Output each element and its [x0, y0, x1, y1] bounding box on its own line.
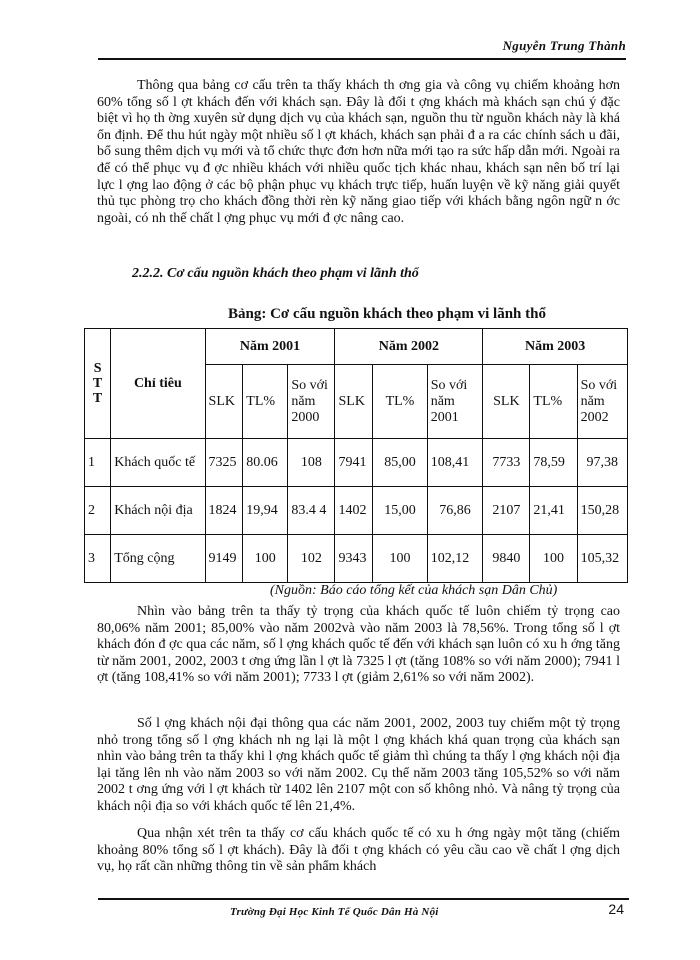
cell-stt: 1: [85, 439, 111, 487]
cell-value: 105,32: [577, 535, 627, 583]
cell-value: 80.06: [243, 439, 288, 487]
cell-value: 102,12: [427, 535, 483, 583]
paragraph-1-text: Thông qua bảng cơ cấu trên ta thấy khách th ơng gia và công vụ chiếm khoảng hơn 60% tổng số l ợt khách đến với khách sạn. Đây là đối t ợng khách mà khách sạn chú ý đặc biệt vì họ th ờng xuyên sử dụng dịch vụ của khách sạn, nguồn thu từ nguồn khách này là khá ổn định. Để thu hút ngày một nhiều số l ợt khách, khách sạn phải đ a ra các chính sách u đãi, bổ sung thêm dịch vụ mới và tổ chức thực đơn hơn nữa mới tạo ra sức hấp dẫn mới. Ngoài ra để có thể phục vụ đ ợc nhiều khách với nhiều quốc tịch khác nhau, khách sạn nên bố trí lại lực l ợng lao động ở các bộ phận phục vụ khách trực tiếp, huấn luyện về kỹ năng giải quyết thủ tục phòng trọ cho khách đồng thời rèn kỹ năng giao tiếp với khách bằng ngôn ngữ n ớc ngoài, có nh thế chất l ợng phục vụ mới đ ợc nâng cao.: [97, 78, 620, 226]
table-row: [85, 487, 628, 535]
cell-name: Tổng cộng: [111, 535, 205, 583]
cell-value: 9343: [335, 535, 373, 583]
author-name: Nguyễn Trung Thành: [502, 38, 626, 53]
cell-value: 108,41: [427, 439, 483, 487]
cell-value: 1824: [205, 487, 243, 535]
subheader-so-voi: So với năm 2002: [577, 365, 627, 439]
cell-value: 19,94: [243, 487, 288, 535]
section-heading: 2.2.2. Cơ cấu nguồn khách theo phạm vi lãnh thổ: [132, 266, 419, 281]
table-row: [85, 439, 628, 487]
cell-value: 7325: [205, 439, 243, 487]
subheader-slk: SLK: [483, 365, 530, 439]
paragraph-2: [97, 604, 620, 687]
header-chi-tieu: Chỉ tiêu: [111, 329, 205, 439]
cell-value: 9840: [483, 535, 530, 583]
cell-value: 7733: [483, 439, 530, 487]
footer-university: Trường Đại Học Kinh Tế Quốc Dân Hà Nội: [230, 906, 439, 918]
paragraph-1: [97, 78, 620, 227]
cell-value: 76,86: [427, 487, 483, 535]
cell-value: 83.4 4: [288, 487, 335, 535]
paragraph-3-text: Số l ợng khách nội đại thông qua các năm 2001, 2002, 2003 tuy chiếm một tỷ trọng nhỏ trong tổng số l ợng khách nh ng lại là một l ợng khách khá quan trọng của khách sạn nhìn vào bảng trên ta thấy khi l ợng khách quốc tế giảm thì chúng ta thấy l ợng khách nội địa lại tăng lên nh vào năm 2003 so với năm 2002. Cụ thể năm 2003 tăng 105,52% so với năm 2002 t ơng ứng với l ợt khách từ 1402 lên 2107 một con số không nhỏ. Và nâng tỷ trọng của khách nội địa so với khách quốc tế lên 21,4%.: [97, 716, 620, 814]
paragraph-2-text: Nhìn vào bảng trên ta thấy tỷ trọng của khách quốc tế luôn chiếm tỷ trọng cao 80,06% năm 2001; 85,00% vào năm 2002và vào năm 2003 là 78,56%. Trong tổng số l ợt khách đón đ ợc qua các năm, số l ợng khách quốc tế đến với khách sạn luôn có xu h ớng tăng từ năm 2001, 2002, 2003 t ơng ứng lần l ợt là 7325 l ợt (tăng 108% so với năm 2000); 7941 l ợt (tăng 108,41% so với năm 2001); 7733 l ợt (giảm 2,61% so với năm 2002).: [97, 604, 620, 686]
header-stt: S T T: [85, 329, 111, 439]
cell-value: 1402: [335, 487, 373, 535]
subheader-so-voi: So với năm 2000: [288, 365, 335, 439]
cell-name: Khách nội địa: [111, 487, 205, 535]
cell-value: 102: [288, 535, 335, 583]
table-title: Bảng: Cơ cấu nguồn khách theo phạm vi lãnh thổ: [228, 306, 546, 322]
cell-value: 85,00: [373, 439, 428, 487]
subheader-tl: TL%: [243, 365, 288, 439]
page-number: 24: [608, 901, 624, 917]
table-source-note: (Nguồn: Báo cáo tổng kết của khách sạn Dân Chủ): [270, 583, 558, 598]
subheader-tl: TL%: [373, 365, 428, 439]
header-rule: [98, 58, 626, 60]
header-year-2002: Năm 2002: [335, 329, 483, 365]
paragraph-4-text: Qua nhận xét trên ta thấy cơ cấu khách quốc tế có xu h ớng ngày một tăng (chiếm khoảng 80% tổng số l ợt khách). Đây là đối t ợng khách có yêu cầu cao về chất l ợng dịch vụ, họ rất cần những thông tin về sản phẩm khách: [97, 826, 620, 875]
cell-value: 100: [530, 535, 577, 583]
cell-value: 150,28: [577, 487, 627, 535]
cell-value: 100: [243, 535, 288, 583]
paragraph-4: [97, 826, 620, 876]
cell-value: 15,00: [373, 487, 428, 535]
table-header-row: [85, 329, 628, 365]
header-year-2001: Năm 2001: [205, 329, 335, 365]
cell-value: 97,38: [577, 439, 627, 487]
cell-stt: 3: [85, 535, 111, 583]
header-year-2003: Năm 2003: [483, 329, 628, 365]
source-structure-table: [84, 328, 628, 583]
paragraph-3: [97, 716, 620, 816]
cell-value: 9149: [205, 535, 243, 583]
cell-value: 7941: [335, 439, 373, 487]
cell-value: 21,41: [530, 487, 577, 535]
cell-value: 2107: [483, 487, 530, 535]
subheader-slk: SLK: [205, 365, 243, 439]
cell-stt: 2: [85, 487, 111, 535]
cell-name: Khách quốc tế: [111, 439, 205, 487]
cell-value: 100: [373, 535, 428, 583]
footer-rule: [98, 898, 629, 900]
subheader-so-voi: So với năm 2001: [427, 365, 483, 439]
table-row: [85, 535, 628, 583]
subheader-slk: SLK: [335, 365, 373, 439]
cell-value: 78,59: [530, 439, 577, 487]
cell-value: 108: [288, 439, 335, 487]
subheader-tl: TL%: [530, 365, 577, 439]
